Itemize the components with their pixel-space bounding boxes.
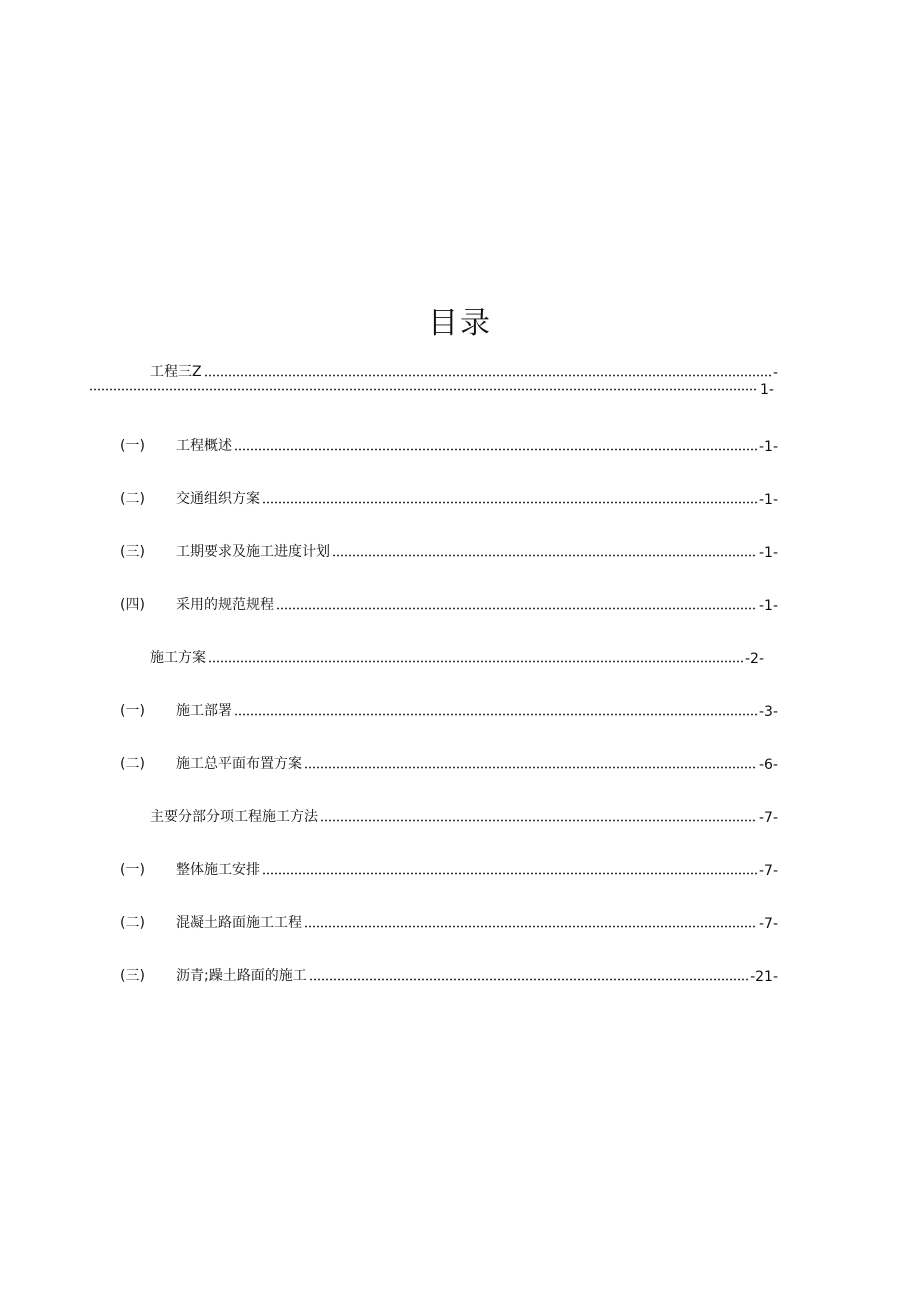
toc-entry-label: 整体施工安排: [176, 862, 260, 878]
toc-entry-number: (三): [120, 968, 145, 984]
toc-entry-page: -7-: [758, 810, 778, 826]
toc-entry-first[interactable]: [150, 359, 778, 381]
toc-entry[interactable]: [150, 804, 778, 826]
toc-entry-number: (四): [120, 597, 145, 613]
toc-leader-dots: [332, 554, 757, 557]
toc-entry[interactable]: [120, 910, 778, 932]
toc-entry-number: (一): [120, 862, 145, 878]
toc-title: 目录: [428, 306, 492, 341]
toc-entry[interactable]: [120, 486, 778, 508]
toc-entry-number: (二): [120, 915, 145, 931]
toc-entry-label: 主要分部分项工程施工方法: [150, 809, 318, 825]
toc-leader-dots: [304, 925, 757, 928]
toc-entry-label: 采用的规范规程: [176, 597, 274, 613]
toc-entry[interactable]: [120, 751, 778, 773]
toc-entry-page-continued: 1-: [760, 382, 774, 398]
toc-leader-dots: [304, 766, 757, 769]
toc-entry-number: (一): [120, 438, 145, 454]
toc-entry-number: (一): [120, 703, 145, 719]
toc-leader-dots: [262, 501, 757, 504]
toc-entry-label: 沥青;躁土路面的施工: [176, 968, 307, 984]
toc-entry-number: (二): [120, 756, 145, 772]
toc-entry-page: -1-: [758, 598, 778, 614]
toc-entry-label: 工程三Z: [150, 364, 202, 380]
toc-leader-dots-continued: [89, 388, 757, 391]
toc-entry-label: 施工部署: [176, 703, 232, 719]
toc-entry-label: 施工方案: [150, 650, 206, 666]
toc-leader-dots: [208, 660, 743, 663]
toc-entry-label: 交通组织方案: [176, 491, 260, 507]
toc-entry[interactable]: [120, 698, 778, 720]
toc-entry[interactable]: [120, 857, 778, 879]
toc-entry[interactable]: [120, 433, 778, 455]
toc-entry-page: -2-: [744, 651, 764, 667]
toc-entry-page: -7-: [758, 863, 778, 879]
toc-entry-page: -6-: [758, 757, 778, 773]
toc-entry-label: 混凝土路面施工工程: [176, 915, 302, 931]
toc-entry-number: (二): [120, 491, 145, 507]
toc-entry-number: (三): [120, 544, 145, 560]
toc-leader-dots: [262, 872, 757, 875]
toc-entry[interactable]: [120, 963, 778, 985]
toc-entry-page: -: [772, 365, 778, 381]
toc-entry-page: -1-: [758, 492, 778, 508]
toc-entry-page: -3-: [758, 704, 778, 720]
toc-leader-dots: [204, 374, 771, 377]
toc-leader-dots: [309, 978, 748, 981]
toc-entry-label: 施工总平面布置方案: [176, 756, 302, 772]
toc-entry-label: 工程概述: [176, 438, 232, 454]
toc-leader-dots: [234, 713, 757, 716]
toc-leader-dots: [276, 607, 757, 610]
toc-entry-page: -7-: [758, 916, 778, 932]
toc-entry-page: -1-: [758, 545, 778, 561]
toc-entry-page: -1-: [758, 439, 778, 455]
toc-entry[interactable]: [150, 645, 764, 667]
toc-entry-page: -21-: [750, 969, 778, 985]
toc-leader-dots: [234, 448, 757, 451]
toc-entry[interactable]: [120, 539, 778, 561]
toc-leader-dots: [320, 819, 757, 822]
toc-entry-label: 工期要求及施工进度计划: [176, 544, 330, 560]
toc-entry[interactable]: [120, 592, 778, 614]
